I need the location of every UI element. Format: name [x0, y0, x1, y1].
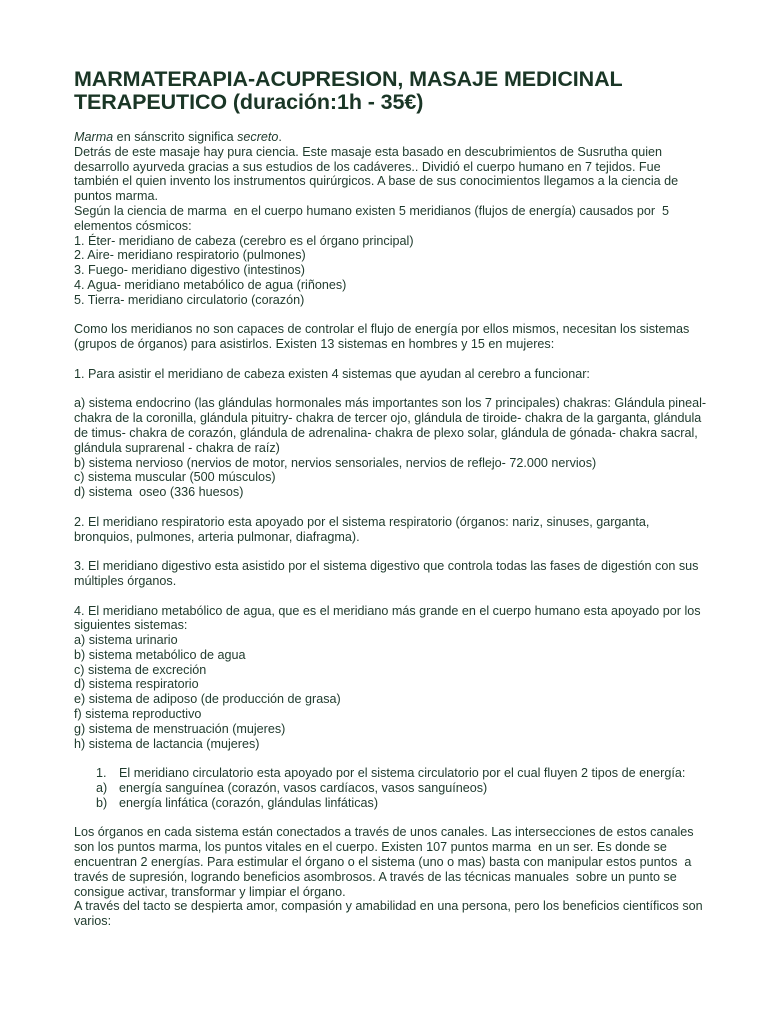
list-item: b) sistema nervioso (nervios de motor, nervios sensoriales, nervios de reflejo- 72.000 nervios)	[74, 455, 597, 470]
list-marker: 1.	[96, 766, 107, 781]
list-item: a) energía sanguínea (corazón, vasos cardíacos, vasos sanguíneos)	[96, 781, 488, 796]
list-item: c) sistema de excreción	[74, 662, 207, 677]
list-marker: a)	[96, 781, 108, 796]
list-item: a) sistema urinario	[74, 633, 178, 648]
list-item: b) energía linfática (corazón, glándulas linfáticas)	[96, 795, 379, 810]
section-heading-1: 1. Para asistir el meridiano de cabeza existen 4 sistemas que ayudan al cerebro a funcionar:	[74, 366, 590, 381]
list-item: 1. El meridiano circulatorio esta apoyado por el sistema circulatorio por el cual fluyen 2 tipos de energía:	[96, 766, 686, 781]
list-item: b) sistema metabólico de agua	[74, 647, 246, 662]
paragraph-touch: A través del tacto se despierta amor, compasión y amabilidad en una persona, pero los beneficios científicos son varios:	[74, 899, 707, 929]
list-marker: b)	[96, 795, 108, 810]
list-item: 3. Fuego- meridiano digestivo (intestinos)	[74, 263, 305, 278]
paragraph-water-metabolic: 4. El meridiano metabólico de agua, que es el meridiano más grande en el cuerpo humano esta apoyado por los siguientes sistemas:	[74, 603, 705, 633]
list-item: 4. Agua- meridiano metabólico de agua (riñones)	[74, 277, 347, 292]
list-item: c) sistema muscular (500 músculos)	[74, 470, 276, 485]
list-item: g) sistema de menstruación (mujeres)	[74, 721, 286, 736]
list-item: d) sistema oseo (336 huesos)	[74, 485, 244, 500]
paragraph-systems: Como los meridianos no son capaces de controlar el flujo de energía por ellos mismos, necesitan los sistemas (grupos de órganos) para asistirlos. Existen 13 sistemas en hombres y 15 en mujeres:	[74, 322, 693, 352]
list-item: f) sistema reproductivo	[74, 707, 202, 722]
list-item: d) sistema respiratorio	[74, 677, 199, 692]
list-item: h) sistema de lactancia (mujeres)	[74, 736, 260, 751]
paragraph-digestive: 3. El meridiano digestivo esta asistido por el sistema digestivo que controla todas las fases de digestión con sus múltiples órganos.	[74, 559, 702, 588]
list-item: 5. Tierra- meridiano circulatorio (corazón)	[74, 292, 305, 307]
intro-line: Marma en sánscrito significa secreto.	[74, 130, 282, 144]
list-item: e) sistema de adiposo (de producción de grasa)	[74, 692, 341, 707]
page-title: MARMATERAPIA-ACUPRESION, MASAJE MEDICINAL TERAPEUTICO (duración:1h - 35€)	[74, 67, 623, 114]
paragraph-susrutha: Detrás de este masaje hay pura ciencia. Este masaje esta basado en descubrimientos de Susrutha quien desarrollo ayurveda gracias a sus estudios de los cadáveres.. Dividió el cuerpo humano en 7 tejidos. Fue también el quien invento los instrumentos quirúrgicos. A base de sus conocimientos llegamos a la ciencia de puntos marma.	[74, 144, 682, 204]
list-item: 1. Éter- meridiano de cabeza (cerebro es el órgano principal)	[74, 233, 414, 248]
paragraph-marma-points: Los órganos en cada sistema están conectados a través de unos canales. Las intersecciones de estos canales son los puntos marma, los puntos vitales en el cuerpo. Existen 107 puntos marma en un ser. Es donde se encuentran 2 energías. Para estimular el órgano o el sistema (uno o mas) basta con manipular estos puntos a través de supresión, logrando beneficios asombrosos. A través de las técnicas manuales sobre un punto se consigue activar, transformar y limpiar el órgano.	[74, 825, 698, 899]
term-marma: Marma	[74, 130, 114, 144]
list-item: 2. Aire- meridiano respiratorio (pulmones)	[74, 248, 306, 263]
list-item: a) sistema endocrino (las glándulas hormonales más importantes son los 7 principales) chakras: Glándula pineal-chakra de la coronilla, glándula pituitry- chakra de tercer ojo, glándula de tiroide- chakra de la garganta, glándula de timus- chakra de corazón, glándula de adrenalina- chakra de plexo solar, glándula de gónada- chakra sacral, glándula suprarenal - chakra de raíz)	[74, 396, 707, 455]
circulatory-list	[74, 766, 708, 810]
term-secreto: secreto	[237, 130, 279, 144]
paragraph-respiratory: 2. El meridiano respiratorio esta apoyado por el sistema respiratorio (órganos: nariz, sinuses, garganta, bronquios, pulmones, arteria pulmonar, diafragma).	[74, 514, 653, 544]
paragraph-meridians-intro: Según la ciencia de marma en el cuerpo humano existen 5 meridianos (flujos de energía) causados por 5 elementos cósmicos:	[74, 203, 673, 233]
document-body	[74, 130, 708, 929]
